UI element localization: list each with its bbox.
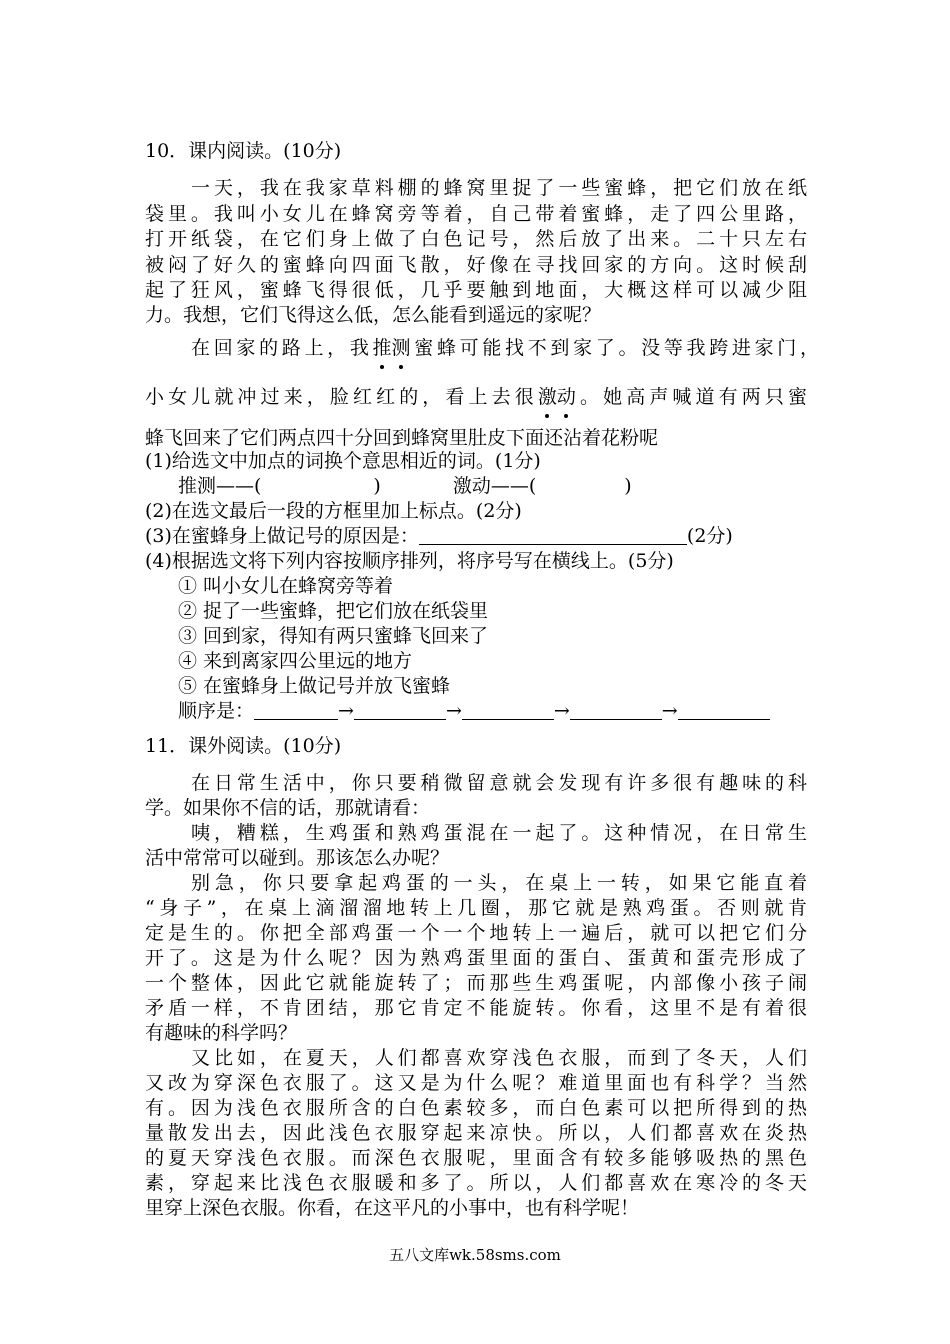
dotted-char: 推 [372, 337, 392, 359]
q10-title: 10．课内阅读。(10分) [145, 140, 342, 162]
q10-sub3-label: (3)在蜜蜂身上做记号的原因是： [145, 525, 419, 547]
q11-line: 活中常常可以碰到。那该怎么办呢？ [145, 847, 450, 869]
q11-line: 在日常生活中，你只要稍微留意就会发现有许多很有趣味的科 [191, 772, 807, 794]
q11-line: 里穿上深色衣服。你看，在这平凡的小事中，也有科学呢！ [145, 1197, 640, 1219]
q11-line: 有趣味的科学吗？ [145, 1022, 298, 1044]
q10-p2-text: 。她高声喊道有两只蜜 [575, 386, 807, 408]
page-footer: 五八文库wk.58sms.com [389, 1246, 561, 1264]
q10-p2-text: 在回家的路上，我 [191, 337, 373, 359]
q10-p2-line2 [145, 385, 807, 409]
q11-line: 咦，糟糕，生鸡蛋和熟鸡蛋混在一起了。这种情况，在日常生 [191, 822, 807, 844]
q11-line: 量散发出去，因此浅色衣服穿起来凉快。所以，人们都喜欢在炎热 [145, 1122, 807, 1144]
answer-paren-close: ) [373, 475, 381, 497]
dotted-char: 动 [556, 386, 576, 408]
q10-p2-text: 小女儿就冲过来，脸红红的，看上去很 [145, 386, 538, 408]
q10-p1-line: 一天，我在我家草料棚的蜂窝里捉了一些蜜蜂，把它们放在纸 [191, 177, 807, 199]
answer-paren-close: ) [624, 475, 632, 497]
answer-label-jidong: 激动——( [452, 475, 537, 497]
q10-p1-line: 起了狂风，蜜蜂飞得很低，几乎要触到地面，大概这样可以减少阻 [145, 279, 807, 301]
answer-label-tuice: 推测——( [178, 475, 262, 497]
option-item: ① 叫小女儿在蜂窝旁等着 [178, 575, 394, 597]
q10-sub2: (2)在选文最后一段的方框里加上标点。(2分) [145, 500, 522, 522]
order-blank-4[interactable] [570, 701, 662, 720]
q10-sub4: (4)根据选文将下列内容按顺序排列，将序号写在横线上。(5分) [145, 550, 674, 572]
order-line [178, 699, 840, 723]
arrow-icon: → [553, 700, 570, 722]
q11-line: 开了。这是为什么呢？因为熟鸡蛋里面的蛋白、蛋黄和蛋壳形成了 [145, 947, 807, 969]
order-blank-2[interactable] [354, 701, 446, 720]
arrow-icon: → [445, 700, 462, 722]
q10-p1-line: 被闷了好久的蜜蜂向四面飞散，好像在寻找回家的方向。这时候刮 [145, 254, 807, 276]
q11-line: 的夏天穿浅色衣服。而深色衣服呢，里面含有较多能够吸热的黑色 [145, 1147, 807, 1169]
q10-sub3-answer-line[interactable] [419, 526, 687, 545]
q11-line: 又比如，在夏天，人们都喜欢穿浅色衣服，而到了冬天，人们 [191, 1047, 807, 1069]
q10-p1-line: 力。我想，它们飞得这么低，怎么能看到遥远的家呢？ [145, 304, 602, 326]
q11-line: 矛盾一样，不肯团结，那它肯定不能旋转。你看，这里不是有着很 [145, 997, 807, 1019]
q10-p1-line: 打开纸袋，在它们身上做了白色记号，然后放了出来。二十只左右 [145, 228, 807, 250]
q10-sub1-answers [178, 474, 840, 498]
q10-sub3-score: (2分) [686, 525, 733, 547]
q11-line: 一个整体，因此它就能旋转了；而那些生鸡蛋呢，内部像小孩子闹 [145, 972, 807, 994]
order-label: 顺序是： [178, 700, 255, 722]
dotted-char: 测 [391, 337, 411, 359]
q11-line: “身子”，在桌上滴溜溜地转上几圈，那它就是熟鸡蛋。否则就肯 [145, 897, 807, 919]
order-blank-1[interactable] [254, 701, 338, 720]
dotted-word-tuice [373, 337, 411, 359]
arrow-icon: → [661, 700, 678, 722]
q11-line: 又改为穿深色衣服了。这又是为什么呢？难道里面也有科学？当然 [145, 1072, 807, 1094]
dotted-word-jidong [538, 386, 576, 408]
q10-p1-line: 袋里。我叫小女儿在蜂窝旁等着，自己带着蜜蜂，走了四公里路， [145, 203, 807, 225]
arrow-icon: → [338, 700, 354, 722]
q10-p2-text: 蜜蜂可能找不到家了。没等我跨进家门， [410, 337, 819, 359]
option-item: ④ 来到离家四公里远的地方 [178, 650, 413, 672]
q11-line: 别急，你只要拿起鸡蛋的一头，在桌上一转，如果它能直着 [191, 872, 807, 894]
q11-line: 学。如果你不信的话，那就请看： [145, 797, 431, 819]
q11-line: 定是生的。你把全部鸡蛋一个一个地转上一遍后，就可以把它们分 [145, 922, 807, 944]
q10-sub3 [145, 524, 807, 548]
q11-title: 11．课外阅读。(10分) [145, 735, 342, 757]
order-blank-5[interactable] [678, 701, 770, 720]
q10-sub1: (1)给选文中加点的词换个意思相近的词。(1分) [145, 450, 541, 472]
q10-p2-line3: 蜂飞回来了它们两点四十分回到蜂窝里肚皮下面还沾着花粉呢 [145, 427, 659, 449]
option-item: ⑤ 在蜜蜂身上做记号并放飞蜜蜂 [178, 675, 451, 697]
q11-line: 有。因为浅色衣服所含的白色素较多，而白色素可以把所得到的热 [145, 1097, 807, 1119]
order-blank-3[interactable] [462, 701, 554, 720]
option-item: ③ 回到家，得知有两只蜜蜂飞回来了 [178, 625, 489, 647]
q10-p2-line1 [191, 336, 819, 360]
option-item: ② 捉了一些蜜蜂，把它们放在纸袋里 [178, 600, 489, 622]
q11-line: 素，穿起来比浅色衣服暖和多了。所以，人们都喜欢在寒冷的冬天 [145, 1172, 807, 1194]
dotted-char: 激 [537, 386, 557, 408]
